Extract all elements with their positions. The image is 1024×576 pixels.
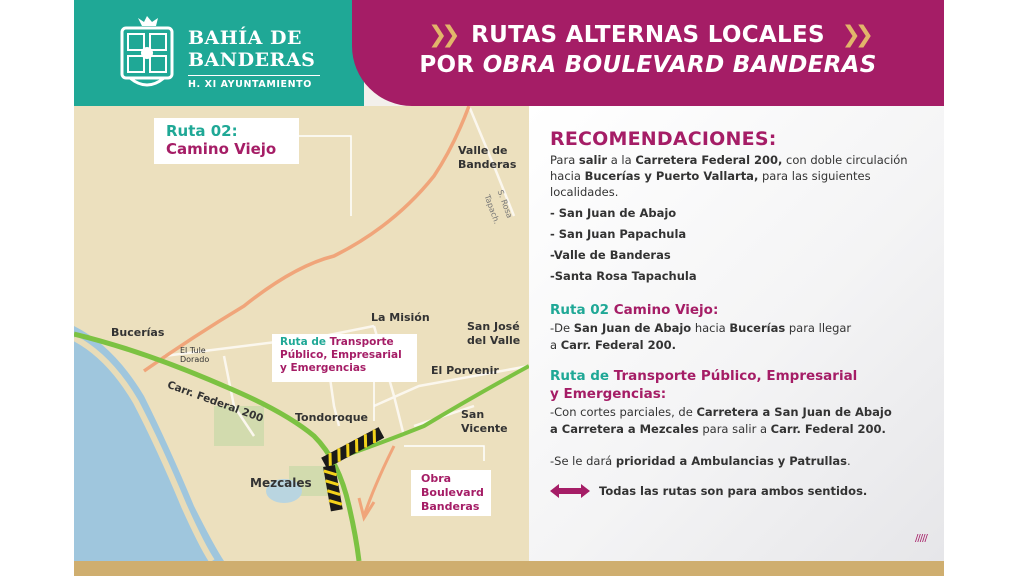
municipal-shield-icon [116, 14, 178, 92]
ruta02-l1b: San Juan de Abajo [573, 321, 692, 335]
ruta02-line2 [550, 337, 935, 353]
intro-destinos: Bucerías y Puerto Vallarta, [584, 169, 759, 183]
ruta02-l1c: hacia [691, 321, 730, 335]
place-la-mision: La Misión [371, 311, 430, 324]
ruta-02-callout-line2: Camino Viejo [166, 140, 277, 158]
transporte-heading [550, 367, 935, 403]
route-map [74, 106, 529, 561]
ruta02-l1a: -De [550, 321, 574, 335]
obra-callout-line3: Banderas [421, 500, 480, 513]
brand-divider [188, 75, 320, 76]
title-line1 [352, 22, 944, 48]
ruta-02-callout-line1: Ruta 02: [166, 122, 238, 140]
transporte-l2c: Carr. Federal 200. [770, 422, 886, 436]
obra-callout-line1: Obra [421, 472, 452, 485]
title-line1-text: RUTAS ALTERNAS LOCALES [471, 22, 825, 48]
poster [74, 0, 944, 576]
transporte-l1a: -Con cortes parciales, de [550, 405, 697, 419]
header-title-area [352, 0, 944, 106]
brand-subtitle: H. XI AYUNTAMIENTO [188, 79, 312, 90]
obra-hatch [321, 427, 384, 468]
transporte-heading-magenta: Transporte Público, Empresarial [613, 368, 858, 384]
decorative-slashes: ///// [915, 533, 927, 544]
transporte-l3c: . [847, 454, 851, 468]
title-line2-italic: OBRA BOULEVARD BANDERAS [482, 52, 877, 78]
place-valle-de-banderas-1: Valle de [458, 144, 508, 157]
obra-pointer-arrow [364, 446, 394, 516]
title-line2-prefix: POR [419, 52, 483, 78]
recommendations-panel [529, 106, 944, 561]
brand-name-line1: BAHÍA DE [188, 27, 302, 49]
place-san-vicente-1: San [461, 408, 485, 421]
place-san-vicente-2: Vicente [461, 422, 508, 435]
ruta02-l2a: a [550, 338, 561, 352]
header-brand-area [74, 0, 364, 106]
ruta02-l2b: Carr. Federal 200. [560, 338, 676, 352]
transporte-l1b: Carretera a San Juan de Abajo [696, 405, 892, 419]
place-road-small: S. Rosa Tapach. [482, 188, 515, 226]
footer-band [74, 561, 944, 576]
place-san-jose-2: del Valle [467, 334, 521, 347]
transporte-line3 [550, 453, 935, 469]
transporte-l3a: -Se le dará [550, 454, 616, 468]
double-chevron-right-icon: ❯❯ [841, 22, 868, 48]
transporte-callout-text [280, 336, 402, 375]
intro-salir: salir [578, 153, 608, 167]
transporte-l3b: prioridad a Ambulancias y Patrullas [615, 454, 848, 468]
intro-text-2: a la [607, 153, 636, 167]
place-mezcales: Mezcales [250, 476, 312, 490]
transporte-l2a: a Carretera a Mezcales [550, 422, 699, 436]
ruta02-heading [550, 301, 935, 319]
place-san-jose-1: San José [467, 320, 520, 333]
double-chevron-right-icon: ❯❯ [428, 22, 455, 48]
place-el-tule-1: El Tule [180, 346, 206, 355]
place-el-tule-2: Dorado [180, 355, 210, 364]
place-tondoroque: Tondoroque [295, 411, 369, 424]
brand-name-line2: BANDERAS [188, 49, 316, 71]
ruta02-line1 [550, 320, 935, 336]
place-el-porvenir: El Porvenir [431, 364, 499, 377]
localidad-2: - San Juan Papachula [550, 227, 687, 241]
transporte-callout-ruta-de: Ruta de [280, 336, 330, 348]
localidad-1: - San Juan de Abajo [550, 206, 677, 220]
place-valle-de-banderas-2: Banderas [458, 158, 517, 171]
intro-text-1: Para [550, 153, 579, 167]
transporte-callout-line3: y Emergencias [280, 362, 367, 374]
title-line2 [352, 52, 944, 78]
ruta02-heading-magenta: Camino Viejo: [613, 302, 719, 318]
obra-callout-line2: Boulevard [421, 486, 484, 499]
transporte-callout-transporte: Transporte [329, 336, 394, 348]
localidad-4: -Santa Rosa Tapachula [550, 269, 697, 283]
transporte-line1 [550, 404, 935, 420]
intro-paragraph [550, 152, 935, 200]
recommendations-title: RECOMENDACIONES: [550, 128, 777, 150]
transporte-heading-green: Ruta de [550, 368, 614, 384]
intro-carretera: Carretera Federal 200, [635, 153, 783, 167]
double-arrow-icon [550, 484, 590, 498]
ruta02-l1d: Bucerías [729, 321, 786, 335]
ambos-sentidos-note: Todas las rutas son para ambos sentidos. [599, 484, 868, 498]
transporte-line2 [550, 421, 935, 437]
intro-text-4: para las siguientes localidades. [550, 169, 871, 199]
ruta02-l1e: para llegar [785, 321, 852, 335]
intro-text-3: con doble circulación hacia [550, 153, 908, 183]
transporte-callout-line2: Público, Empresarial [280, 349, 402, 361]
place-bucerias: Bucerías [111, 326, 165, 339]
ruta02-heading-green: Ruta 02 [550, 302, 614, 318]
localidad-3: -Valle de Banderas [550, 248, 671, 262]
transporte-l2b: para salir a [698, 422, 771, 436]
road-label-carr-federal: Carr. Federal 200 [165, 378, 265, 425]
transporte-heading-line2: y Emergencias: [550, 386, 667, 402]
